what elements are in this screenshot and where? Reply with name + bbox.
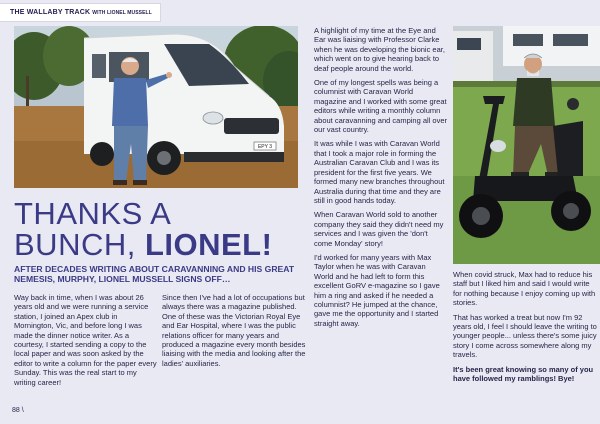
page-number: 88 \ (12, 407, 24, 414)
headline-line-2 (14, 229, 314, 260)
column-4-paragraph-2: That has worked a treat but now I'm 92 years old, I feel I should leave the writing to younger people... unless there's some juicy story I come across somewhere along my travels. (453, 312, 597, 360)
section-title: THE WALLABY TRACK (10, 9, 91, 16)
column-3-paragraph-5: I'd worked for many years with Max Taylor when he was with Caravan World and he had left to form this excellent GoRV e-magazine so I gave him a ring and asked if he needed a columnist? He jumped at the chance, gave me the opportunity and I started straight away. (314, 252, 440, 328)
column-2 (162, 293, 306, 373)
headline (14, 198, 314, 260)
closing-line: It's been great knowing so many of you have followed my ramblings! Bye! (453, 364, 594, 384)
section-tag (0, 4, 160, 21)
headline-line-2-normal: BUNCH, (14, 227, 145, 262)
column-3-paragraph-2: One of my longest spells was being a columnist with Caravan World magazine and I worked with some great editors while writing a monthly column about caravanning and camping all over our vast country. (314, 78, 448, 135)
standfirst: AFTER DECADES WRITING ABOUT CARAVANNING AND HIS GREAT NEMESIS, MURPHY, LIONEL MUSSELL SIGNS OFF… (14, 264, 295, 284)
photo-man-on-scooter (453, 26, 600, 264)
column-4-paragraph-1: When covid struck, Max had to reduce his staff but I liked him and said I would write for nothing because I enjoy coming up with stories. (453, 270, 596, 308)
column-2-paragraph: Since then I've had a lot of occupations but always there was a magazine published. One of these was the Victorian Royal Eye and Ear Hospital, where I was the public relations officer for many years and produced a magazine every month besides liaising with the media and looking after the ladies' auxiliaries. (162, 293, 306, 368)
column-1-paragraph: Way back in time, when I was about 26 years old and we were running a service station, I joined an Apex club in Mornington, Vic, and before long I was made the dinner notice writer. As a courtesy, I started sending a copy to the local paper and was soon asked by the editor to write a column for the paper every Sunday. This was the real start to my writing career! (14, 293, 157, 387)
headline-line-1: THANKS A (14, 196, 172, 231)
headline-line-2-bold: LIONEL! (144, 227, 273, 262)
column-3-paragraph-1: A highlight of my time at the Eye and Ear was liaising with Professor Clarke when he was developing the bionic ear, which went on to give hearing back to deaf people around the world. (314, 26, 445, 73)
number-plate-text: EPY 3 (257, 144, 273, 150)
photo-man-with-campervan (14, 26, 298, 188)
column-3-paragraph-4: When Caravan World sold to another company they said they didn't need my services and I was given the 'don't come Monday' story! (314, 210, 444, 248)
section-byline: WITH LIONEL MUSSELL (92, 9, 152, 16)
column-1 (14, 293, 157, 392)
column-4 (453, 270, 600, 388)
column-3 (314, 26, 447, 333)
column-3-paragraph-3: It was while I was with Caravan World that I took a major role in forming the Australian Caravan Club and I was its president for the first five years. We formed many new branches throughout Australia during that time and they are still in good hands today. (314, 139, 445, 205)
